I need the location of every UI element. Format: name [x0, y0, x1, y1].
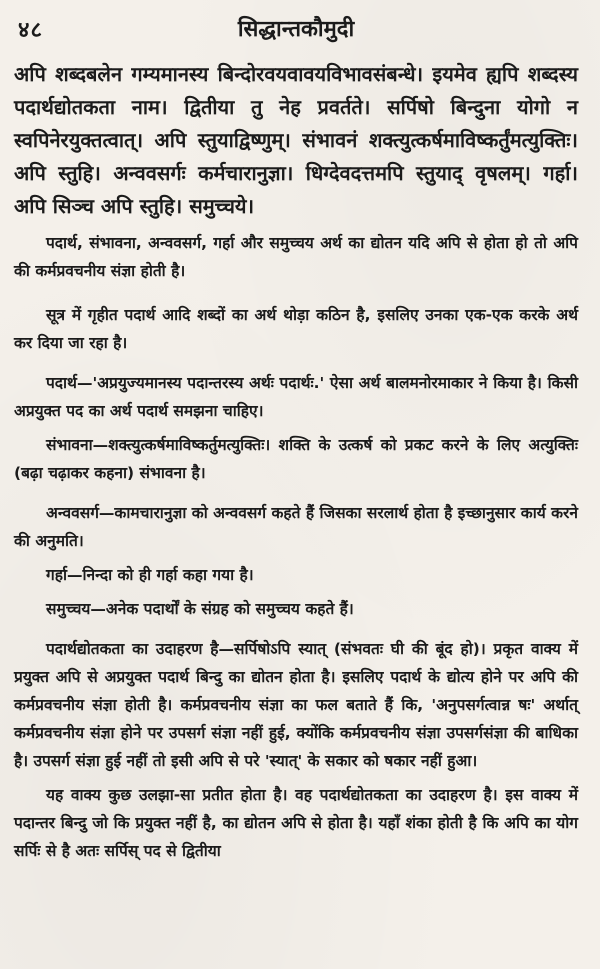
sanskrit-commentary: अपि शब्दबलेन गम्यमानस्य बिन्दोरवयवावयविभावसंबन्धे। इयमेव ह्यपि शब्दस्य पदार्थद्योतकता नाम। द्वितीया तु नेह प्रवर्तते। सर्पिषो बिन्दुना योगो न स्वपिनेरयुक्तत्वात्। अपि स्तुयाद्विष्णुम्। संभावनं शक्त्युत्कर्षमाविष्कर्तुंमत्युक्तिः। अपि स्तुहि। अन्ववसर्गः कर्मचारानुज्ञा। धिग्देवदत्तमपि स्तुयाद् वृषलम्। गर्हा। अपि सिञ्च अपि स्तुहि। समुच्चये।: [14, 62, 578, 218]
paragraph-1: पदार्थ, संभावना, अन्ववसर्ग, गर्हा और समुच्चय अर्थ का द्योतन यदि अपि से होता हो तो अपि की कर्मप्रवचनीय संज्ञा होती है।: [14, 234, 578, 280]
paragraph-2: सूत्र में गृहीत पदार्थ आदि शब्दों का अर्थ थोड़ा कठिन है, इसलिए उनका एक-एक करके अर्थ कर दिया जा रहा है।: [14, 306, 578, 352]
paragraph-4: संभावना—शक्त्युत्कर्षमाविष्कर्तुमत्युक्तिः। शक्ति के उत्कर्ष को प्रकट करने के लिए अत्युक्तिः (बढ़ा चढ़ाकर कहना) संभावना है।: [14, 436, 578, 482]
paragraph-9: यह वाक्य कुछ उलझा-सा प्रतीत होता है। वह पदार्थद्योतकता का उदाहरण है। इस वाक्य में पदान्तर बिन्दु जो कि प्रयुक्त नहीं है, का द्योतन अपि से होता है। यहाँ शंका होती है कि अपि का योग सर्पिः से है अतः सर्पिस् पद से द्वितीया: [14, 786, 578, 860]
page-header: [14, 10, 578, 43]
running-title: सिद्धान्तकौमुदी: [237, 17, 355, 42]
paragraph-7: समुच्चय—अनेक पदार्थों के संग्रह को समुच्चय कहते हैं।: [46, 600, 354, 618]
paragraph-6: गर्हा—निन्दा को ही गर्हा कहा गया है।: [46, 566, 254, 584]
paragraph-5: अन्ववसर्ग—कामचारानुज्ञा को अन्ववसर्ग कहते हैं जिसका सरलार्थ होता है इच्छानुसार कार्य करने की अनुमति।: [14, 504, 578, 550]
paragraph-8: पदार्थद्योतकता का उदाहरण है—सर्पिषोऽपि स्यात् (संभवतः घी की बूंद हो)। प्रकृत वाक्य में प्रयुक्त अपि से अप्रयुक्त पदार्थ बिन्दु का द्योतन होता है। इसलिए पदार्थ के द्योत्य होने पर अपि की कर्मप्रवचनीय संज्ञा होती है। कर्मप्रवचनीय संज्ञा का फल बताते हैं कि, 'अनुपसर्गत्वान्न षः' अर्थात् कर्मप्रवचनीय संज्ञा होने पर उपसर्ग संज्ञा नहीं हुई, क्योंकि कर्मप्रवचनीय संज्ञा उपसर्गसंज्ञा की बाधिका है। उपसर्ग संज्ञा हुई नहीं तो इसी अपि से परे 'स्यात्' के सकार को षकार नहीं हुआ।: [14, 640, 578, 770]
paragraph-3: पदार्थ—'अप्रयुज्यमानस्य पदान्तरस्य अर्थः पदार्थः.' ऐसा अर्थ बालमनोरमाकार ने किया है। किसी अप्रयुक्त पद का अर्थ पदार्थ समझना चाहिए।: [14, 374, 578, 420]
page-number: ४८: [18, 18, 43, 43]
